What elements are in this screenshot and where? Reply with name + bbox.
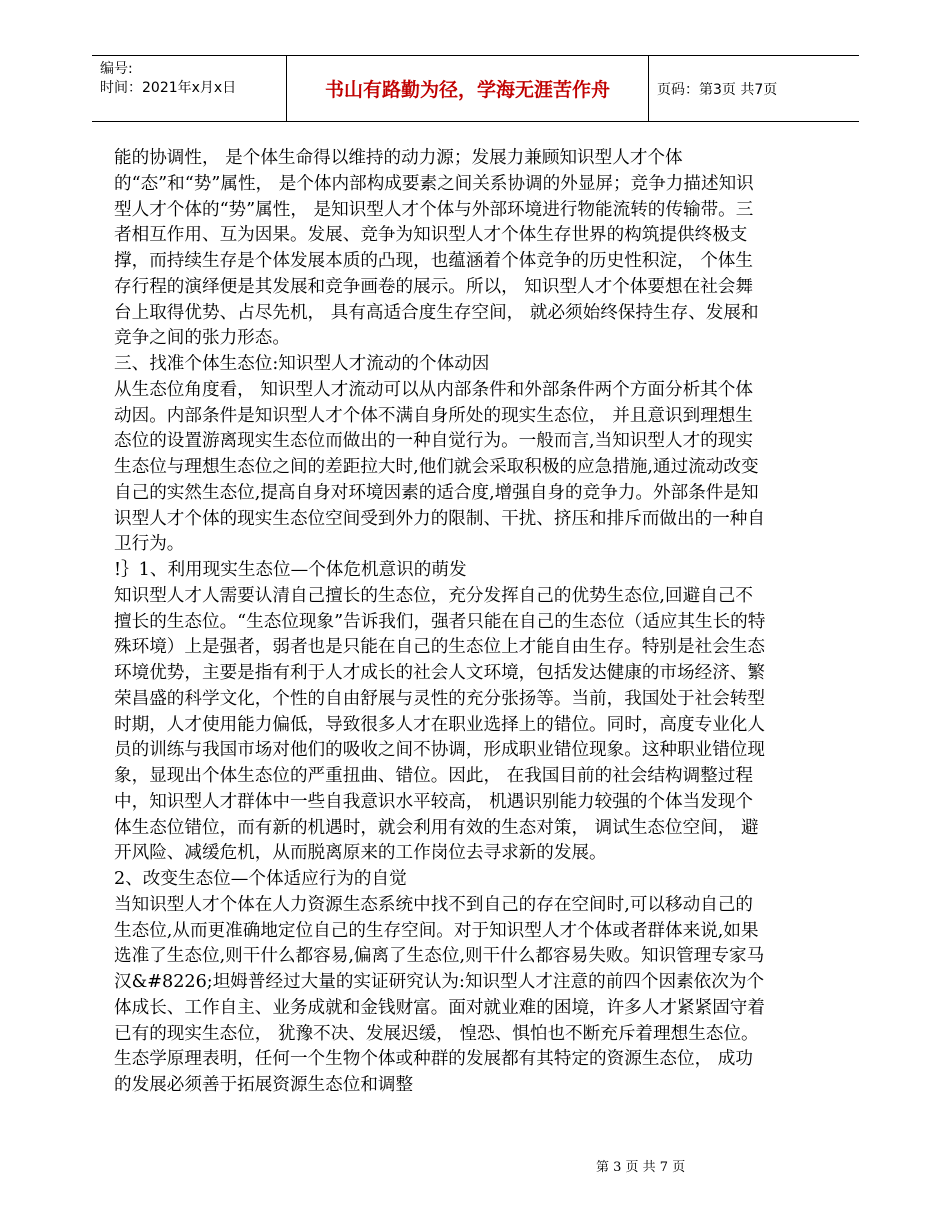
header-motto: 书山有路勤为径，学海无涯苦作舟 bbox=[286, 56, 649, 121]
paragraph-sub-1: 知识型人才人需要认清自己擅长的生态位，充分发挥自己的优势生态位,回避自己不擅长的生态位。“生态位现象”告诉我们，强者只能在自己的生态位（适应其生长的特殊环境）上是强者，弱者也是只能在自己的生态位上才能自由生存。特别是社会生态环境优势，主要是指有利于人才成长的社会人文环境，包括发达健康的市场经济、繁荣昌盛的科学文化，个性的自由舒展与灵性的充分张扬等。当前，我国处于社会转型时期，人才使用能力偏低，导致很多人才在职业选择上的错位。同时，高度专业化人员的训练与我国市场对他们的吸收之间不协调，形成职业错位现象。这种职业错位现象，显现出个体生态位的严重扭曲、错位。因此， 在我国目前的社会结构调整过程中，知识型人才群体中一些自我意识水平较高， 机遇识别能力较强的个体当发现个体生态位错位，而有新的机遇时，就会利用有效的生态对策， 调试生态位空间， 避开风险、减缓危机，从而脱离原来的工作岗位去寻求新的发展。 bbox=[114, 585, 766, 864]
paragraph-sub-2: 当知识型人才个体在人力资源生态系统中找不到自己的存在空间时,可以移动自己的生态位,从而更准确地定位自己的生存空间。对于知识型人才个体或者群体来说,如果选准了生态位,则干什么都容易,偏离了生态位,则干什么都容易失败。知识管理专家马汉&#8226;坦姆普经过大量的实证研究认为:知识型人才注意的前四个因素依次为个体成长、工作自主、业务成就和金钱财富。面对就业难的困境，许多人才紧紧固守着已有的现实生态位， 犹豫不决、发展迟缓， 惶恐、惧怕也不断充斥着理想生态位。生态学原理表明，任何一个生物个体或种群的发展都有其特定的资源生态位， 成功的发展必须善于拓展资源生态位和调整 bbox=[114, 894, 765, 1095]
paragraph-section-3: 从生态位角度看， 知识型人才流动可以从内部条件和外部条件两个方面分析其个体动因。内部条件是知识型人才个体不满自身所处的现实生态位， 并且意识到理想生态位的设置游离现实生态位而做出的一种自觉行为。一般而言,当知识型人才的现实生态位与理想生态位之间的差距拉大时,他们就会采取积极的应急措施,通过流动改变自己的实然生态位,提高自身对环境因素的适合度,增强自身的竞争力。外部条件是知识型人才个体的现实生态位空间受到外力的限制、干扰、挤压和排斥而做出的一种自卫行为。 bbox=[114, 379, 765, 555]
document-number-label: 编号: bbox=[100, 61, 133, 77]
document-time-label: 时间：2021年x月x日 bbox=[100, 80, 237, 96]
header-table bbox=[92, 55, 859, 122]
section-heading-3: 三、找准个体生态位:知识型人才流动的个体动因 bbox=[114, 354, 490, 374]
header-meta bbox=[92, 56, 286, 121]
subheading-2: 2、改变生态位—个体适应行为的自觉 bbox=[114, 869, 407, 889]
subheading-1: !｝1、利用现实生态位—个体危机意识的萌发 bbox=[114, 560, 467, 580]
document-body bbox=[114, 146, 770, 1099]
header-page-info: 页码：第3页 共7页 bbox=[657, 81, 778, 98]
page-footer: 第 3 页 共 7 页 bbox=[596, 1160, 686, 1175]
paragraph-intro: 能的协调性， 是个体生命得以维持的动力源；发展力兼顾知识型人才个体的“态”和“势”属性， 是个体内部构成要素之间关系协调的外显屏；竞争力描述知识型人才个体的“势”属性， 是知识型人才个体与外部环境进行物能流转的传输带。三者相互作用、互为因果。发展、竞争为知识型人才个体生存世界的构筑提供终极支撑，而持续生存是个体发展本质的凸现，也蕴涵着个体竞争的历史性积淀， 个体生存行程的演绎便是其发展和竞争画卷的展示。所以， 知识型人才个体要想在社会舞台上取得优势、占尽先机， 具有高适合度生存空间， 就必须始终保持生存、发展和竞争之间的张力形态。 bbox=[114, 148, 759, 349]
